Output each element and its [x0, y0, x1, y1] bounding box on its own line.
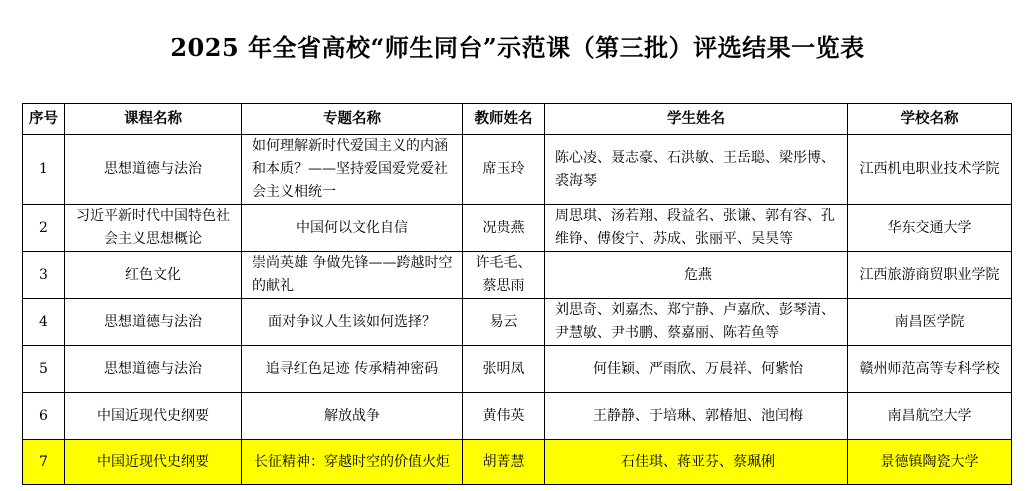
cell-students: 危燕	[545, 252, 848, 299]
cell-topic: 如何理解新时代爱国主义的内涵和本质？——坚持爱国爱党爱社会主义相统一	[242, 135, 463, 205]
cell-topic: 长征精神：穿越时空的价值火炬	[242, 440, 463, 485]
header-row	[23, 104, 1012, 135]
header-topic: 专题名称	[242, 104, 463, 135]
cell-teacher: 张明凤	[463, 346, 545, 393]
cell-teacher: 易云	[463, 299, 545, 346]
table-row	[23, 346, 1012, 393]
cell-topic: 中国何以文化自信	[242, 205, 463, 252]
table-row	[23, 252, 1012, 299]
cell-school: 江西旅游商贸职业学院	[848, 252, 1012, 299]
table-row	[23, 135, 1012, 205]
header-teacher: 教师姓名	[463, 104, 545, 135]
cell-teacher: 许毛毛、蔡思雨	[463, 252, 545, 299]
cell-school: 赣州师范高等专科学校	[848, 346, 1012, 393]
table-row	[23, 393, 1012, 440]
cell-school: 景德镇陶瓷大学	[848, 440, 1012, 485]
cell-no: 6	[23, 393, 65, 440]
cell-school: 南昌航空大学	[848, 393, 1012, 440]
cell-students: 石佳琪、蒋亚芬、蔡珮俐	[545, 440, 848, 485]
cell-topic: 解放战争	[242, 393, 463, 440]
cell-no: 5	[23, 346, 65, 393]
table-row-highlighted	[23, 440, 1012, 485]
table-row	[23, 205, 1012, 252]
cell-course: 中国近现代史纲要	[65, 393, 242, 440]
cell-students: 何佳颖、严雨欣、万晨祥、何紫怡	[545, 346, 848, 393]
cell-topic: 崇尚英雄 争做先锋——跨越时空的献礼	[242, 252, 463, 299]
cell-teacher: 席玉玲	[463, 135, 545, 205]
cell-course: 思想道德与法治	[65, 135, 242, 205]
cell-school: 南昌医学院	[848, 299, 1012, 346]
cell-course: 思想道德与法治	[65, 346, 242, 393]
cell-teacher: 胡菁慧	[463, 440, 545, 485]
header-school: 学校名称	[848, 104, 1012, 135]
page-title: 2025 年全省高校“师生同台”示范课（第三批）评选结果一览表	[170, 33, 865, 62]
table-body	[23, 135, 1012, 485]
header-no: 序号	[23, 104, 65, 135]
cell-students: 陈心凌、聂志豪、石洪敏、王岳聪、梁彤博、裘海琴	[545, 135, 848, 205]
cell-course: 中国近现代史纲要	[65, 440, 242, 485]
cell-no: 7	[23, 440, 65, 485]
cell-students: 王静静、于培琳、郭椿旭、池闰梅	[545, 393, 848, 440]
cell-students: 周思琪、汤若翔、段益名、张谦、郭有容、孔维铮、傅俊宁、苏成、张丽平、吴昊等	[545, 205, 848, 252]
table-header	[23, 104, 1012, 135]
cell-no: 3	[23, 252, 65, 299]
cell-course: 习近平新时代中国特色社会主义思想概论	[65, 205, 242, 252]
table-row	[23, 299, 1012, 346]
cell-school: 江西机电职业技术学院	[848, 135, 1012, 205]
cell-course: 思想道德与法治	[65, 299, 242, 346]
cell-students: 刘思奇、刘嘉杰、郑宁静、卢嘉欣、彭琴清、尹慧敏、尹书鹏、蔡嘉丽、陈若鱼等	[545, 299, 848, 346]
cell-teacher: 况贵燕	[463, 205, 545, 252]
cell-no: 2	[23, 205, 65, 252]
cell-school: 华东交通大学	[848, 205, 1012, 252]
cell-no: 4	[23, 299, 65, 346]
cell-no: 1	[23, 135, 65, 205]
header-course: 课程名称	[65, 104, 242, 135]
cell-course: 红色文化	[65, 252, 242, 299]
cell-topic: 面对争议人生该如何选择？	[242, 299, 463, 346]
cell-teacher: 黄伟英	[463, 393, 545, 440]
results-table	[22, 103, 1012, 485]
header-students: 学生姓名	[545, 104, 848, 135]
cell-topic: 追寻红色足迹 传承精神密码	[242, 346, 463, 393]
